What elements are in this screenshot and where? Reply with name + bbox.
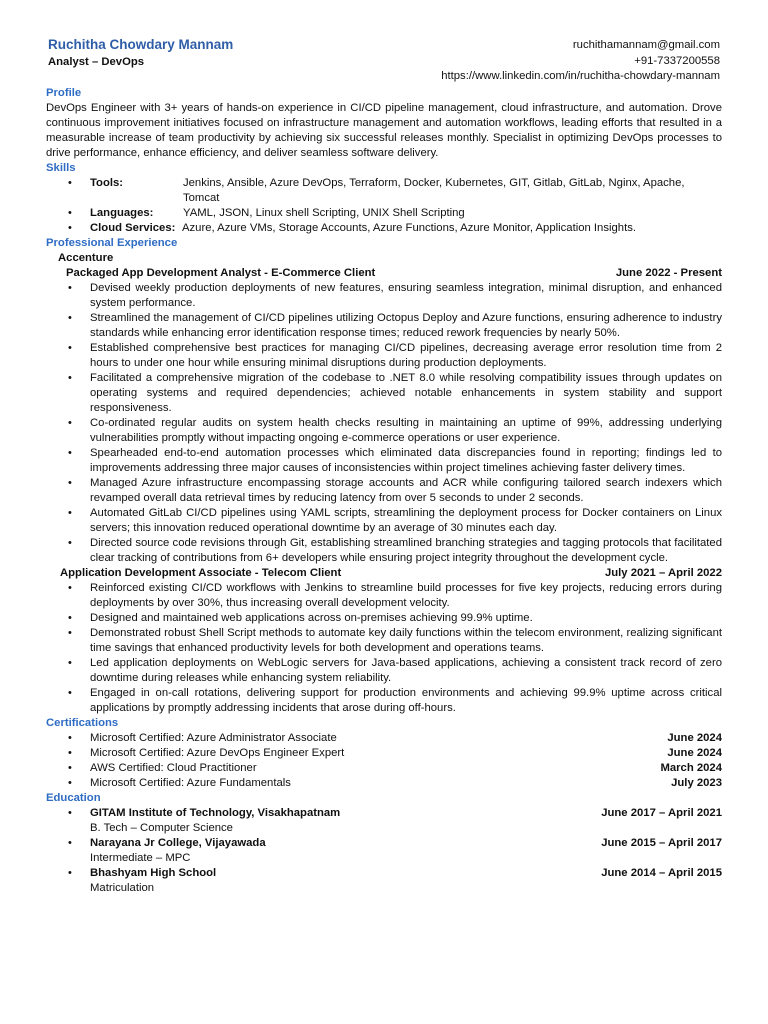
list-item: • Facilitated a comprehensive migration of the codebase to .NET 8.0 while resolving compatibility issues through updates on operating systems and required dependencies; achieved notable enhancements in system stability and support responsiveness.: [46, 371, 722, 416]
edu-dates: June 2015 – April 2017: [601, 837, 722, 849]
education-list: [46, 806, 722, 896]
education-heading: Education: [46, 792, 101, 804]
resume-header: [46, 36, 722, 86]
skills-list: [46, 176, 722, 236]
edu-dates: June 2017 – April 2021: [601, 807, 722, 819]
list-item: • Established comprehensive best practices for managing CI/CD pipelines, decreasing average error resolution time from 2 hours to under one hour while ensuring minimal disruptions during production deployments.: [46, 341, 722, 371]
skill-item-languages: [46, 206, 722, 221]
list-item: • Automated GitLab CI/CD pipelines using YAML scripts, streamlining the deployment process for Docker containers on Linux servers; this innovation reduced operational downtime by an average of 30 minutes each day.: [46, 506, 722, 536]
candidate-name: Ruchitha Chowdary Mannam: [48, 37, 234, 52]
cert-name: • Microsoft Certified: Azure Administrator Associate: [90, 732, 337, 744]
job-header: [46, 566, 722, 581]
cert-name: • Microsoft Certified: Azure Fundamentals: [90, 777, 291, 789]
job-dates: July 2021 – April 2022: [604, 567, 722, 579]
edu-dates: June 2014 – April 2015: [601, 867, 722, 879]
cert-date: June 2024: [667, 732, 722, 744]
edu-degree: Intermediate – MPC: [90, 852, 191, 864]
contact-phone: +91-7337200558: [634, 54, 720, 67]
skill-label: • Cloud Services:: [90, 222, 176, 234]
list-item: • Directed source code revisions through Git, establishing streamlined branching strategies and tagging protocols that facilitated clear tracking of contributions from 6+ developers while ensuring project integrity throughout the development cycle.: [46, 536, 722, 566]
list-item: • Devised weekly production deployments of new features, ensuring seamless integration, minimal disruption, and enhanced system performance.: [46, 281, 722, 311]
skill-item-cloud: [46, 221, 722, 236]
cert-name: • Microsoft Certified: Azure DevOps Engineer Expert: [90, 747, 345, 759]
list-item: • Streamlined the management of CI/CD pipelines utilizing Octopus Deploy and Azure functions, ensuring adherence to industry standards while enhancing error identification response times; reduced rework frequencies by nearly 50%.: [46, 311, 722, 341]
skill-value: Jenkins, Ansible, Azure DevOps, Terraform, Docker, Kubernetes, GIT, Gitlab, GitLab, Nginx, Apache, Tomcat: [183, 177, 685, 204]
skill-value: YAML, JSON, Linux shell Scripting, UNIX Shell Scripting: [183, 207, 465, 219]
list-item: • Spearheaded end-to-end automation processes which eliminated data discrepancies found in reporting; findings led to improvements addressing three major causes of inconsistencies within project timelines achieving faster delivery times.: [46, 446, 722, 476]
edu-degree: B. Tech – Computer Science: [90, 822, 233, 834]
skill-label: • Tools:: [90, 177, 124, 189]
job-title: Application Development Associate - Telecom Client: [60, 567, 342, 579]
list-item: [46, 746, 722, 761]
skill-item-tools: [46, 176, 722, 206]
list-item: • Reinforced existing CI/CD workflows with Jenkins to streamline build processes for five key projects, reducing errors during deployments by over 30%, thus increasing overall development velocity.: [46, 581, 722, 611]
cert-date: June 2024: [667, 747, 722, 759]
cert-name: • AWS Certified: Cloud Practitioner: [90, 762, 257, 774]
edu-degree: Matriculation: [90, 882, 155, 894]
list-item: • Designed and maintained web applications across on-premises achieving 99.9% uptime.: [46, 611, 722, 626]
profile-summary: DevOps Engineer with 3+ years of hands-on experience in CI/CD pipeline management, cloud infrastructure, and automation. Drove continuous improvement initiatives focused on infrastructure management and automation workflows, leading efforts that resulted in a measurable increase of team productivity by achieving six successful releases monthly. Specialist in optimizing DevOps processes to drive performance, enhance efficiency, and deliver seamless software delivery.: [46, 102, 722, 159]
contact-block: [441, 38, 720, 85]
job-bullets: [46, 281, 722, 566]
list-item: [46, 836, 722, 851]
contact-linkedin[interactable]: https://www.linkedin.com/in/ruchitha-chowdary-mannam: [441, 70, 720, 82]
job-title: Packaged App Development Analyst - E-Commerce Client: [66, 267, 376, 279]
job-bullets: [46, 581, 722, 716]
cert-date: July 2023: [671, 777, 722, 789]
company-name: Accenture: [58, 252, 114, 264]
certifications-heading: Certifications: [46, 717, 119, 729]
list-item: • Demonstrated robust Shell Script methods to automate key daily functions within the telecom environment, realizing significant time savings that enhanced productivity levels for both development and operations teams.: [46, 626, 722, 656]
list-item: • Managed Azure infrastructure encompassing storage accounts and ACR while configuring tailored search indexers which revamped overall data retrieval times by reducing latency from over 5 seconds to under 2 seconds.: [46, 476, 722, 506]
contact-email[interactable]: ruchithamannam@gmail.com: [572, 39, 720, 51]
job-dates: June 2022 - Present: [615, 267, 722, 279]
skills-heading: Skills: [46, 162, 76, 174]
list-item: [46, 761, 722, 776]
edu-school: • GITAM Institute of Technology, Visakhapatnam: [90, 807, 341, 819]
resume-page: [46, 36, 722, 896]
edu-school: • Narayana Jr College, Vijayawada: [90, 837, 266, 849]
job-header: [46, 266, 722, 281]
candidate-role: Analyst – DevOps: [48, 56, 145, 68]
profile-heading: Profile: [46, 87, 82, 99]
experience-heading: Professional Experience: [46, 237, 178, 249]
skill-label: • Languages:: [90, 207, 154, 219]
list-item: [46, 866, 722, 881]
list-item: • Engaged in on-call rotations, delivering support for production environments and achieving 99.9% uptime across critical applications by promptly addressing incidents that arose during off-hours.: [46, 686, 722, 716]
list-item: [46, 806, 722, 821]
certifications-list: [46, 731, 722, 791]
list-item: [46, 776, 722, 791]
list-item: • Led application deployments on WebLogic servers for Java-based applications, achieving a consistent track record of zero downtime during releases while enhancing system reliability.: [46, 656, 722, 686]
skill-value: Azure, Azure VMs, Storage Accounts, Azure Functions, Azure Monitor, Application Insights.: [182, 222, 636, 234]
edu-school: • Bhashyam High School: [90, 867, 217, 879]
list-item: • Co-ordinated regular audits on system health checks resulting in maintaining an uptime of 99%, addressing underlying vulnerabilities promptly without impacting ongoing e-commerce operations or user experience.: [46, 416, 722, 446]
list-item: [46, 731, 722, 746]
cert-date: March 2024: [660, 762, 722, 774]
